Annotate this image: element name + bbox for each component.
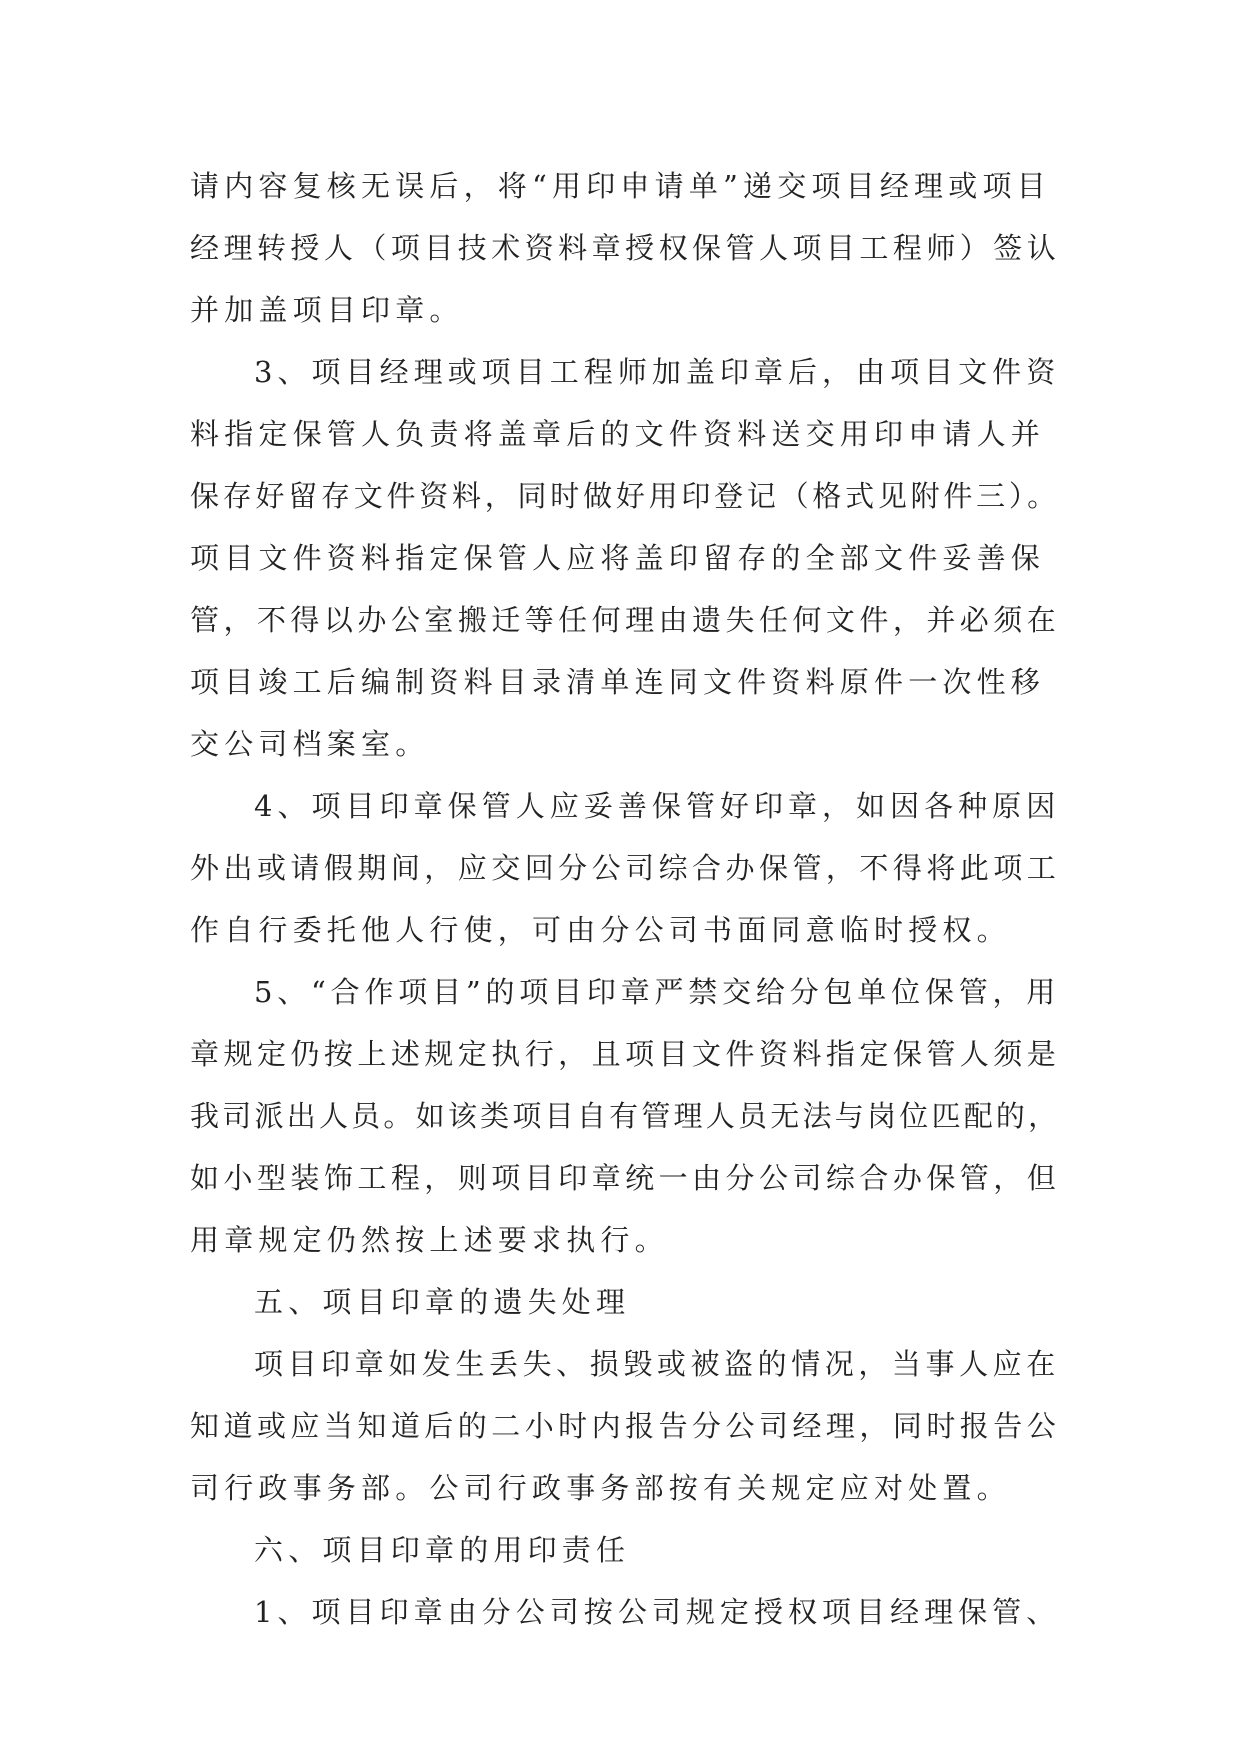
text-line: 请内容复核无误后，将“用印申请单”递交项目经理或项目 — [190, 169, 1051, 203]
text-line: 司行政事务部。公司行政事务部按有关规定应对处置。 — [190, 1471, 1011, 1505]
text-line: 五、项目印章的遗失处理 — [254, 1285, 631, 1319]
text-line: 用章规定仍然按上述要求执行。 — [190, 1223, 669, 1257]
text-line: 4、项目印章保管人应妥善保管好印章，如因各种原因 — [254, 789, 1061, 823]
text-line: 3、项目经理或项目工程师加盖印章后，由项目文件资 — [254, 355, 1061, 389]
text-line: 知道或应当知道后的二小时内报告分公司经理，同时报告公 — [190, 1409, 1061, 1443]
text-line: 项目文件资料指定保管人应将盖印留存的全部文件妥善保 — [190, 541, 1046, 575]
text-line: 料指定保管人负责将盖章后的文件资料送交用印申请人并 — [190, 417, 1046, 451]
text-line: 作自行委托他人行使，可由分公司书面同意临时授权。 — [190, 913, 1011, 947]
text-line: 5、“合作项目”的项目印章严禁交给分包单位保管，用 — [254, 975, 1061, 1009]
text-line: 管，不得以办公室搬迁等任何理由遗失任何文件，并必须在 — [190, 603, 1061, 637]
document-body — [190, 155, 1060, 1643]
text-line: 六、项目印章的用印责任 — [254, 1533, 631, 1567]
text-line: 保存好留存文件资料，同时做好用印登记（格式见附件三）。 — [190, 479, 1060, 513]
text-line: 经理转授人（项目技术资料章授权保管人项目工程师）签认 — [190, 231, 1061, 265]
text-line: 章规定仍按上述规定执行，且项目文件资料指定保管人须是 — [190, 1037, 1061, 1071]
text-line: 1、项目印章由分公司按公司规定授权项目经理保管、 — [254, 1595, 1061, 1629]
text-line: 交公司档案室。 — [190, 727, 430, 761]
text-line: 项目竣工后编制资料目录清单连同文件资料原件一次性移 — [190, 665, 1046, 699]
text-line: 如小型装饰工程，则项目印章统一由分公司综合办保管，但 — [190, 1161, 1061, 1195]
text-line: 外出或请假期间，应交回分公司综合办保管，不得将此项工 — [190, 851, 1061, 885]
text-line: 我司派出人员。如该类项目自有管理人员无法与岗位匹配的， — [190, 1099, 1061, 1133]
text-line: 项目印章如发生丢失、损毁或被盗的情况，当事人应在 — [254, 1347, 1060, 1381]
text-line: 并加盖项目印章。 — [190, 293, 464, 327]
